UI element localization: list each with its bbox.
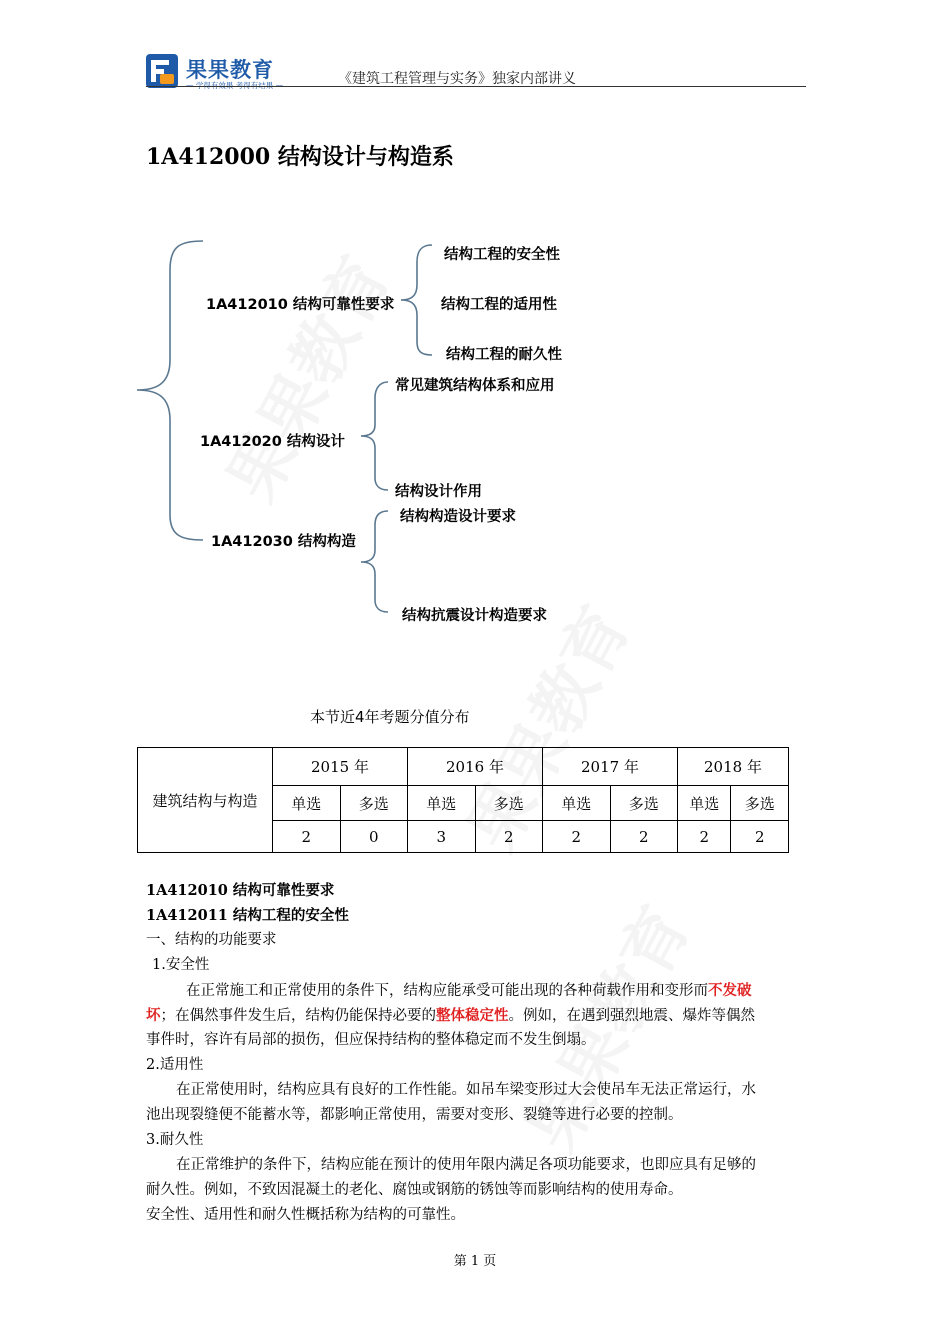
table-cell: 2 [678, 821, 731, 853]
table-year: 2015 年 [273, 748, 408, 786]
mindmap-leaf-structure-req: 结构构造设计要求 [400, 509, 516, 525]
mindmap-leaf-safety: 结构工程的安全性 [444, 247, 560, 263]
text-run: 在正常施工和正常使用的条件下，结构应能承受可能出现的各种荷载作用和变形而 [186, 983, 708, 999]
table-row-label: 建筑结构与构造 [138, 748, 273, 853]
table-subheader: 多选 [475, 786, 543, 821]
section-heading: 1A412010 结构可靠性要求 [146, 882, 335, 899]
mindmap-leaf-systems: 常见建筑结构体系和应用 [395, 378, 555, 394]
table-subheader: 单选 [273, 786, 341, 821]
table-subheader: 单选 [408, 786, 476, 821]
mindmap-leaf-actions: 结构设计作用 [395, 484, 482, 500]
paragraph-line [146, 1003, 755, 1029]
section-title: 一、结构的功能要求 [146, 932, 277, 948]
table-cell: 2 [273, 821, 341, 853]
mindmap-leaf-applicability: 结构工程的适用性 [441, 297, 557, 313]
summary-line: 安全性、适用性和耐久性概括称为结构的可靠性。 [146, 1207, 465, 1223]
mindmap-branch-2: 1A412020 结构设计 [200, 434, 345, 450]
table-caption: 本节近4年考题分值分布 [310, 708, 470, 726]
header-doc-title: 《建筑工程管理与实务》独家内部讲义 [338, 71, 576, 87]
table-cell: 2 [543, 821, 611, 853]
paragraph-line: 事件时，容许有局部的损伤，但应保持结构的整体稳定而不发生倒塌。 [146, 1032, 596, 1048]
table-subheader: 多选 [610, 786, 678, 821]
highlight-text: 不发破 [708, 982, 752, 999]
highlight-text: 坏 [146, 1007, 161, 1024]
logo-name: 果果教育 [186, 58, 274, 82]
table-subheader: 多选 [340, 786, 408, 821]
table-year: 2017 年 [543, 748, 678, 786]
item-title-applicability: 2.适用性 [146, 1057, 204, 1073]
table-subheader: 单选 [543, 786, 611, 821]
page-number: 第 1 页 [453, 1254, 497, 1269]
paragraph-line: 耐久性。例如，不致因混凝土的老化、腐蚀或钢筋的锈蚀等而影响结构的使用寿命。 [146, 1182, 683, 1198]
table-subheader: 单选 [678, 786, 731, 821]
page-title: 1A412000 结构设计与构造系 [146, 144, 454, 170]
logo-slogan: — 学得有效果 考得有结果 — [186, 81, 284, 90]
table-cell: 2 [475, 821, 543, 853]
table-cell: 2 [731, 821, 789, 853]
mindmap-branch-1: 1A412010 结构可靠性要求 [206, 297, 395, 313]
table-cell: 2 [610, 821, 678, 853]
highlight-text: 整体稳定性 [436, 1007, 509, 1024]
text-run: 。例如，在遇到强烈地震、爆炸等偶然 [508, 1008, 755, 1024]
mindmap-leaf-durability: 结构工程的耐久性 [446, 347, 562, 363]
score-table [137, 747, 789, 853]
paragraph-line: 在正常使用时，结构应具有良好的工作性能。如吊车梁变形过大会使吊车无法正常运行，水 [176, 1082, 756, 1098]
paragraph-line: 池出现裂缝便不能蓄水等，都影响正常使用，需要对变形、裂缝等进行必要的控制。 [146, 1107, 683, 1123]
table-year: 2016 年 [408, 748, 543, 786]
subsection-heading: 1A412011 结构工程的安全性 [146, 907, 349, 924]
item-title-durability: 3.耐久性 [146, 1132, 204, 1148]
paragraph-line [186, 978, 752, 1004]
table-subheader: 多选 [731, 786, 789, 821]
table-cell: 0 [340, 821, 408, 853]
item-title-safety: 1.安全性 [152, 957, 210, 973]
mindmap-branch-3: 1A412030 结构构造 [211, 534, 356, 550]
table-cell: 3 [408, 821, 476, 853]
text-run: ；在偶然事件发生后，结构仍能保持必要的 [160, 1008, 436, 1024]
table-year: 2018 年 [678, 748, 789, 786]
paragraph-line: 在正常维护的条件下，结构应能在预计的使用年限内满足各项功能要求，也即应具有足够的 [176, 1157, 756, 1173]
mindmap-leaf-seismic-req: 结构抗震设计构造要求 [402, 608, 547, 624]
